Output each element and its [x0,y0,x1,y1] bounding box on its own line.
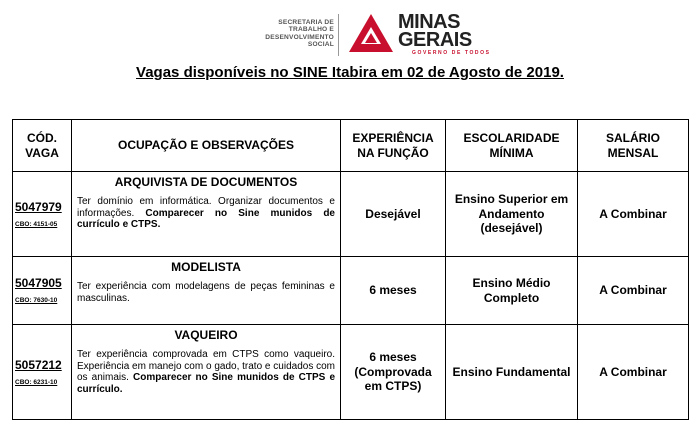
page-header [0,0,700,62]
vacancies-table [12,119,689,420]
header-experience: EXPERIÊNCIA NA FUNÇÃO [341,120,446,172]
education-value: Ensino Superior em Andamento (desejável) [446,172,578,257]
occupation-description: Ter domínio em informática. Organizar documentos e informações. Comparecer no Sine munidos de currículo e CTPS. [77,196,335,230]
occupation-title: ARQUIVISTA DE DOCUMENTOS [114,175,298,189]
vacancy-code-cell [13,325,72,420]
education-value: Ensino Médio Completo [446,257,578,325]
occupation-cell [72,325,341,420]
experience-value: 6 meses [341,257,446,325]
page-title: Vagas disponíveis no SINE Itabira em 02 de Agosto de 2019. [136,64,564,81]
vacancy-code-cell [13,172,72,257]
occupation-title: MODELISTA [171,260,241,274]
occupation-cell [72,257,341,325]
logo-text-gerais: GERAIS [398,29,472,51]
occupation-title: VAQUEIRO [174,328,238,342]
logo-tagline: GOVERNO DE TODOS [412,50,491,56]
header-code: CÓD. VAGA [13,120,72,172]
secretaria-label: SECRETARIA DE TRABALHO E DESENVOLVIMENTO SOCIAL [265,19,334,49]
salary-value: A Combinar [578,325,689,420]
vacancy-code: 5047905 [15,276,62,290]
education-value: Ensino Fundamental [446,325,578,420]
table-row [13,172,689,257]
salary-value: A Combinar [578,172,689,257]
cbo-code: CBO: 4151-05 [15,220,58,228]
cbo-code: CBO: 6231-10 [15,378,58,386]
vacancy-code: 5057212 [15,357,62,372]
cbo-code: CBO: 7630-10 [15,297,58,304]
table-row [13,325,689,420]
header-occupation: OCUPAÇÃO E OBSERVAÇÕES [72,120,341,172]
vacancy-code: 5047979 [15,199,62,214]
occupation-cell [72,172,341,257]
header-salary: SALÁRIO MENSAL [578,120,689,172]
logo-divider [338,14,339,56]
vacancy-code-cell [13,257,72,325]
occupation-description: Ter experiência com modelagens de peças femininas e masculinas. [77,281,335,304]
occupation-description: Ter experiência comprovada em CTPS como vaqueiro. Experiência em manejo com o gado, trato e cuidados com os animais. Comparecer no Sine munidos de CTPS e currículo. [77,349,336,395]
header-education: ESCOLARIDADE MÍNIMA [446,120,578,172]
table-row [13,257,689,325]
experience-value: 6 meses (Comprovada em CTPS) [341,325,446,420]
logo-text-minas: MINAS [398,11,460,33]
experience-value: Desejável [341,172,446,257]
salary-value: A Combinar [578,257,689,325]
table-header-row [13,120,689,172]
minas-gerais-logo-icon [348,13,394,53]
